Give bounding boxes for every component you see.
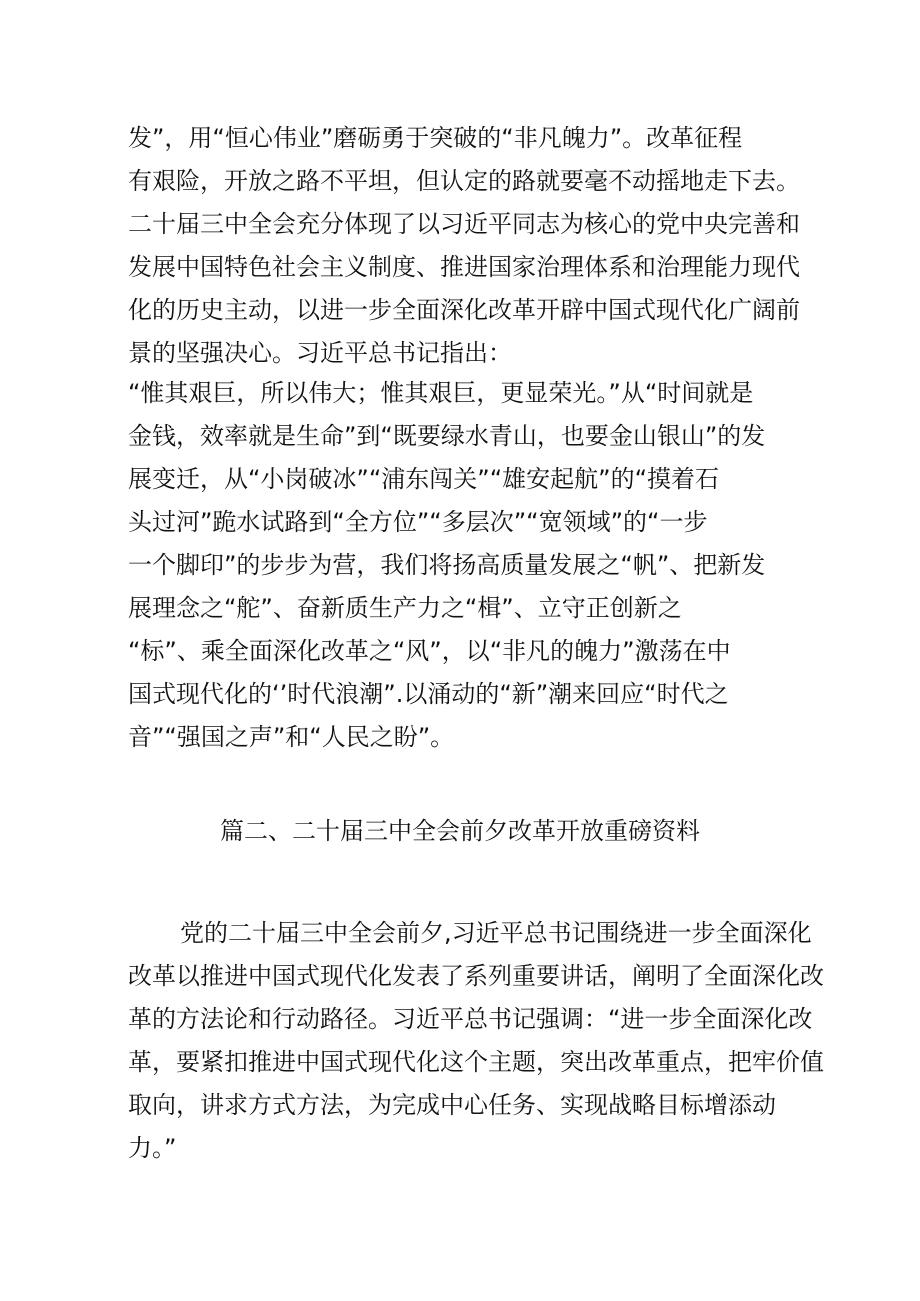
paragraph-line: 革的方法论和行动路径。习近平总书记强调：“进一步全面深化改 [128, 1005, 813, 1033]
paragraph-line: “标”、乘全面深化改革之“风”，以“非凡的魄力”激荡在中 [128, 637, 731, 665]
paragraph-line: 党的二十届三中全会前夕,习近平总书记围绕进一步全面深化 [180, 919, 812, 947]
paragraph-line: 取向，讲求方式方法，为完成中心任务、实现战略目标增添动 [128, 1091, 776, 1119]
paragraph-line: 展变迁，从“小岗破冰”“浦东闯关”“雄安起航”的“摸着石 [128, 465, 720, 493]
paragraph-line: 革，要紧扣推进中国式现代化这个主题，突出改革重点，把牢价值 [128, 1048, 824, 1076]
paragraph-line: 景的坚强决心。习近平总书记指出： [128, 339, 512, 367]
paragraph-line: 改革以推进中国式现代化发表了系列重要讲话，阐明了全面深化改 [128, 962, 824, 990]
paragraph-line: 力。” [128, 1134, 177, 1162]
paragraph-line: “惟其艰巨，所以伟大；惟其艰巨，更显荣光。”从“时间就是 [128, 379, 754, 407]
paragraph-line: 金钱，效率就是生命”到“既要绿水青山，也要金山银山”的发 [128, 422, 766, 450]
paragraph-line: 有艰险，开放之路不平坦，但认定的路就要毫不动摇地走下去。 [128, 167, 800, 195]
paragraph-line: 发”，用“恒心伟业”磨砺勇于突破的“非凡魄力”。改革征程 [128, 124, 743, 152]
paragraph-line: 展理念之“舵”、奋新质生产力之“楫”、立守正创新之 [128, 594, 682, 622]
paragraph-line: 国式现代化的‘’时代浪潮”.以涌动的“新”潮来回应“时代之 [128, 680, 729, 708]
paragraph-line: 头过河”跪水试路到“全方位”“多层次”“宽领域”的“一步 [128, 508, 708, 536]
section-heading: 篇二、二十届三中全会前夕改革开放重磅资料 [220, 817, 700, 845]
paragraph-line: 化的历史主动，以进一步全面深化改革开辟中国式现代化广阔前 [128, 296, 800, 324]
paragraph-line: 音”“强国之声”和“人民之盼”。 [128, 723, 455, 751]
paragraph-line: 二十届三中全会充分体现了以习近平同志为核心的党中央完善和 [128, 210, 800, 238]
paragraph-line: 发展中国特色社会主义制度、推进国家治理体系和治理能力现代 [128, 253, 800, 281]
paragraph-line: 一个脚印”的步步为营，我们将扬高质量发展之“帆”、把新发 [128, 551, 766, 579]
